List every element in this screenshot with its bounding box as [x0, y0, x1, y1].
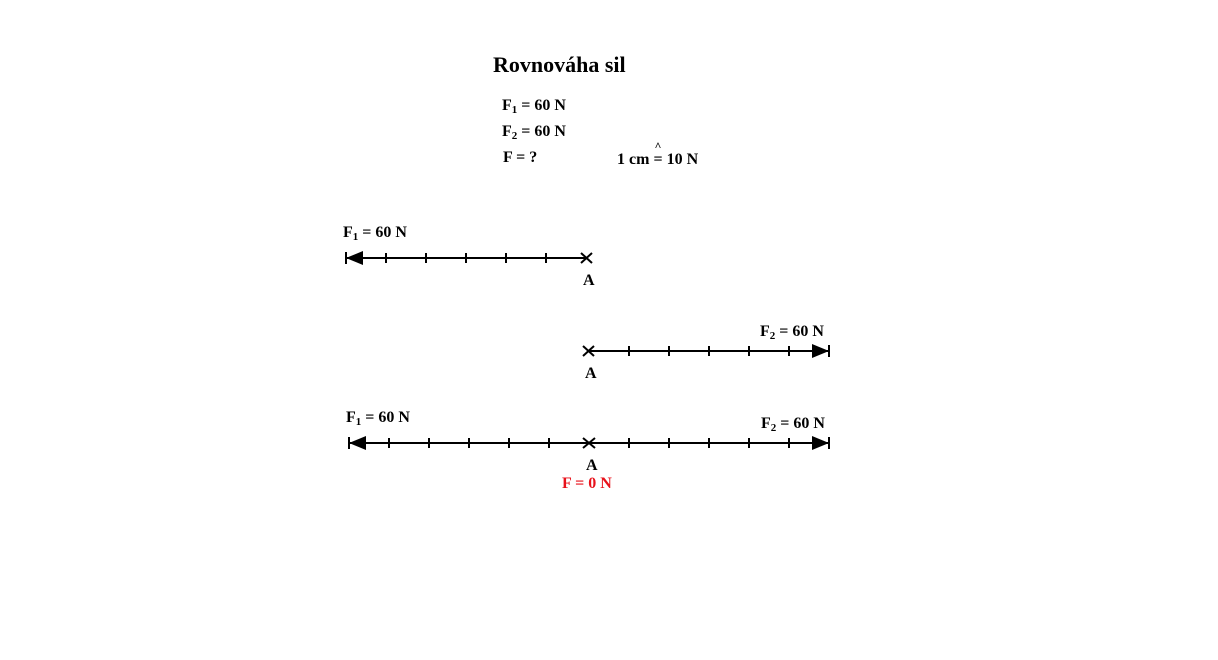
- corresponds-eq: =: [653, 151, 663, 168]
- page-title: Rovnováha sil: [493, 52, 626, 77]
- diagram3-left-value: = 60 N: [361, 409, 410, 426]
- diagram3-left-arrowhead: [349, 436, 366, 450]
- diagram3-right-arrowhead: [812, 436, 829, 450]
- given-f1-value: = 60 N: [517, 97, 566, 114]
- diagram1-vector: [346, 251, 592, 265]
- diagram1-point-label: A: [583, 272, 595, 289]
- diagram3-right-value: = 60 N: [776, 415, 825, 432]
- scale-right: 10 N: [662, 151, 699, 168]
- diagram1-value: = 60 N: [358, 224, 407, 241]
- scale-left: 1 cm: [617, 151, 654, 168]
- diagram2-subscript: 2: [769, 330, 776, 342]
- given-f2-symbol: F: [502, 123, 512, 140]
- given-f1-symbol: F: [502, 97, 512, 114]
- given-f2-subscript: 2: [511, 130, 518, 142]
- given-f2-value: = 60 N: [517, 123, 566, 140]
- diagram1-symbol: F: [343, 224, 353, 241]
- given-f1-subscript: 1: [511, 104, 518, 116]
- given-f-unknown: F = ?: [503, 149, 538, 166]
- diagram2-symbol: F: [760, 323, 770, 340]
- diagram3-left-subscript: 1: [355, 416, 362, 428]
- diagram2-vector: [583, 344, 829, 358]
- diagram2-point-label: A: [585, 365, 597, 382]
- diagram2-value: = 60 N: [775, 323, 824, 340]
- resultant-force: F = 0 N: [562, 475, 612, 492]
- diagram1-subscript: 1: [352, 231, 359, 243]
- diagram3-right-symbol: F: [761, 415, 771, 432]
- diagram3-point-label: A: [586, 457, 598, 474]
- diagram2-arrowhead: [812, 344, 829, 358]
- corresponds-hat: ^: [654, 139, 662, 153]
- diagram3-right-subscript: 2: [770, 422, 777, 434]
- diagram3-left-symbol: F: [346, 409, 356, 426]
- diagram1-arrowhead: [346, 251, 363, 265]
- diagram3-vectors: [349, 436, 829, 450]
